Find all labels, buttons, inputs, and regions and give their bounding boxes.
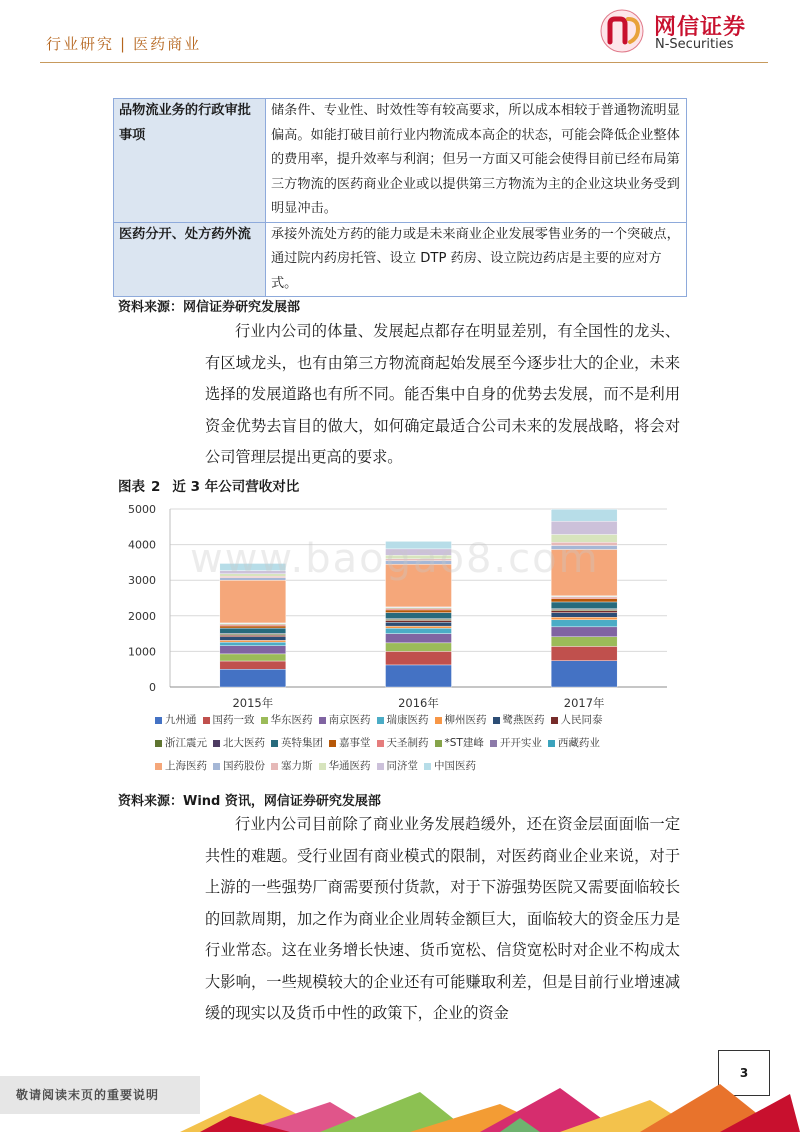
bar-segment	[551, 661, 617, 687]
legend-label: 华东医药	[270, 714, 313, 726]
legend-swatch	[377, 740, 384, 747]
legend-swatch	[271, 763, 278, 770]
footer-disclaimer-note: 敬请阅读末页的重要说明	[0, 1076, 200, 1114]
legend-label: 浙江震元	[165, 737, 207, 749]
legend-item	[490, 735, 542, 750]
bar-segment	[220, 661, 286, 669]
bar-segment	[386, 626, 452, 628]
legend-label: 英特集团	[281, 737, 323, 749]
logo-english-name: N-Securities	[655, 37, 734, 52]
bar-segment	[220, 640, 286, 642]
bar-segment	[220, 646, 286, 654]
legend-label: 西藏药业	[557, 737, 600, 749]
legend-swatch	[551, 717, 558, 724]
header-separator: |	[120, 35, 128, 53]
legend-swatch	[377, 763, 384, 770]
legend-item	[155, 735, 207, 750]
legend-item	[155, 758, 207, 773]
bar-segment	[220, 625, 286, 626]
bar-segment	[551, 509, 617, 521]
legend-label: *ST建峰	[444, 737, 484, 749]
legend-item	[329, 735, 371, 750]
y-tick-label: 2000	[128, 609, 156, 623]
legend-swatch	[548, 740, 555, 747]
legend-item	[377, 735, 429, 750]
legend-swatch	[319, 763, 326, 770]
legend-row	[155, 758, 680, 781]
table-row	[114, 99, 687, 223]
y-tick-label: 0	[149, 681, 156, 694]
legend-label: 开开实业	[499, 737, 542, 749]
legend-item	[261, 712, 313, 727]
figure-label: 图表	[118, 479, 145, 495]
legend-item	[377, 712, 429, 727]
legend-item	[548, 735, 600, 750]
legend-swatch	[493, 717, 500, 724]
y-tick-label: 3000	[128, 574, 156, 588]
legend-swatch	[377, 717, 384, 724]
bar-segment	[220, 637, 286, 641]
legend-label: 嘉事堂	[339, 737, 371, 749]
bar-segment	[220, 626, 286, 628]
bar-segment	[386, 610, 452, 613]
legend-item	[435, 712, 487, 727]
legend-swatch	[213, 740, 220, 747]
bar-segment	[386, 634, 452, 643]
legend-label: 上海医药	[165, 760, 207, 772]
bar-segment	[220, 654, 286, 661]
legend-label: 人民同泰	[560, 714, 603, 726]
legend-label: 国药股份	[223, 760, 265, 772]
bar-segment	[551, 611, 617, 613]
policy-table	[113, 98, 687, 297]
legend-label: 南京医药	[328, 714, 371, 726]
bar-segment	[220, 580, 286, 623]
logo-mark-icon	[598, 8, 650, 54]
bar-segment	[551, 602, 617, 609]
figure-title	[118, 475, 299, 495]
legend-swatch	[261, 717, 268, 724]
legend-item	[424, 758, 476, 773]
page-number: 3	[718, 1050, 770, 1096]
company-logo	[598, 8, 758, 54]
bar-segment	[386, 620, 452, 622]
legend-swatch	[329, 740, 336, 747]
logo-chinese-name: 网信证券	[654, 15, 747, 40]
watermark-text: www.baogao8.com	[190, 536, 600, 582]
bar-segment	[386, 613, 452, 619]
legend-label: 瑞康医药	[386, 714, 429, 726]
bar-segment	[551, 613, 617, 618]
legend-swatch	[155, 740, 162, 747]
bar-segment	[551, 521, 617, 534]
header-section-label: 行业研究	[46, 35, 115, 53]
legend-swatch	[203, 717, 210, 724]
legend-label: 柳州医药	[444, 714, 487, 726]
legend-label: 塞力斯	[281, 760, 313, 772]
header-subsection-label: 医药商业	[133, 35, 202, 53]
legend-label: 华通医药	[328, 760, 371, 772]
bar-segment	[386, 622, 452, 626]
figure-number: 2	[151, 479, 161, 495]
legend-item	[203, 712, 255, 727]
legend-label: 九州通	[165, 714, 197, 726]
bar-segment	[220, 669, 286, 687]
legend-item	[377, 758, 419, 773]
table-cell-key: 医药分开、处方药外流	[114, 222, 266, 297]
legend-item	[271, 735, 323, 750]
table-row	[114, 222, 687, 297]
legend-item	[319, 712, 371, 727]
legend-row	[155, 712, 680, 735]
legend-item	[213, 735, 265, 750]
bar-segment	[551, 646, 617, 660]
legend-swatch	[213, 763, 220, 770]
legend-label: 北大医药	[223, 737, 265, 749]
header-divider	[40, 62, 768, 63]
bar-segment	[220, 635, 286, 637]
bar-segment	[386, 643, 452, 652]
y-tick-label: 5000	[128, 503, 156, 516]
bar-segment	[386, 651, 452, 665]
x-tick-label: 2016年	[398, 696, 439, 710]
chart-legend	[155, 712, 680, 781]
legend-label: 国药一致	[212, 714, 255, 726]
legend-item	[155, 712, 197, 727]
table-cell-value: 储条件、专业性、时效性等有较高要求，所以成本相较于普通物流明显偏高。如能打破目前行业内物流成本高企的状态，可能会降低企业整体的费用率，提升效率与利润；但另一方面又可能会使得目前已经布局第三方物流的医药商业企业或以提供第三方物流为主的企业这块业务受到明显冲击。	[266, 99, 687, 223]
y-tick-label: 4000	[128, 538, 156, 552]
body-paragraph-1: 行业内公司的体量、发展起点都存在明显差别，有全国性的龙头、有区域龙头，也有由第三方物流商起始发展至今逐步壮大的企业，未来选择的发展道路也有所不同。能否集中自身的优势去发展，而不是利用资金优势去盲目的做大，如何确定最适合公司未来的发展战略，将会对公司管理层提出更高的要求。	[205, 322, 680, 466]
legend-swatch	[319, 717, 326, 724]
legend-swatch	[271, 740, 278, 747]
bar-segment	[551, 617, 617, 619]
table-source-note: 资料来源：网信证券研究发展部	[118, 300, 301, 315]
legend-label: 天圣制药	[386, 737, 429, 749]
bar-segment	[551, 597, 617, 598]
bar-segment	[551, 637, 617, 647]
legend-item	[271, 758, 313, 773]
x-tick-label: 2015年	[232, 696, 274, 710]
bar-segment	[220, 628, 286, 633]
legend-item	[493, 712, 545, 727]
legend-item	[551, 712, 603, 727]
legend-item	[213, 758, 265, 773]
bar-segment	[386, 609, 452, 610]
table-cell-key: 品物流业务的行政审批事项	[114, 99, 266, 223]
x-tick-label: 2017年	[563, 696, 605, 710]
legend-swatch	[424, 763, 431, 770]
legend-swatch	[155, 763, 162, 770]
legend-swatch	[435, 740, 442, 747]
y-tick-label: 1000	[128, 645, 156, 659]
legend-label: 同济堂	[386, 760, 418, 772]
body-paragraph-2: 行业内公司目前除了商业业务发展趋缓外，还在资金层面面临一定共性的难题。受行业固有商业模式的限制，对医药商业企业来说，对于上游的一些强势厂商需要预付货款，对于下游强势医院又需要面临较长的回款周期，加之作为商业企业周转金额巨大，面临较大的资金压力是行业常态。这在业务增长快速、货币宽松、信贷宽松时对企业不构成太大影响，一些规模较大的企业还有可能赚取利差，但是目前行业增速减缓的现实以及货币中性的政策下，企业的资金	[205, 815, 680, 1022]
legend-swatch	[155, 717, 162, 724]
header-section	[46, 33, 201, 54]
chart-source-note: 资料来源：Wind 资讯，网信证券研究发展部	[118, 794, 381, 809]
bar-segment	[551, 627, 617, 637]
figure-caption: 近 3 年公司营收对比	[172, 479, 300, 495]
bar-segment	[551, 620, 617, 627]
legend-swatch	[490, 740, 497, 747]
legend-label: 中国医药	[434, 760, 476, 772]
bar-segment	[220, 642, 286, 646]
legend-item	[435, 735, 484, 750]
bar-segment	[551, 599, 617, 602]
legend-row	[155, 735, 680, 758]
legend-swatch	[435, 717, 442, 724]
legend-label: 鹭燕医药	[502, 714, 545, 726]
legend-item	[319, 758, 371, 773]
table-cell-value: 承接外流处方药的能力或是未来商业企业发展零售业务的一个突破点，通过院内药房托管、设立 DTP 药房、设立院边药店是主要的应对方式。	[266, 222, 687, 297]
bar-segment	[386, 665, 452, 687]
bar-segment	[386, 628, 452, 633]
